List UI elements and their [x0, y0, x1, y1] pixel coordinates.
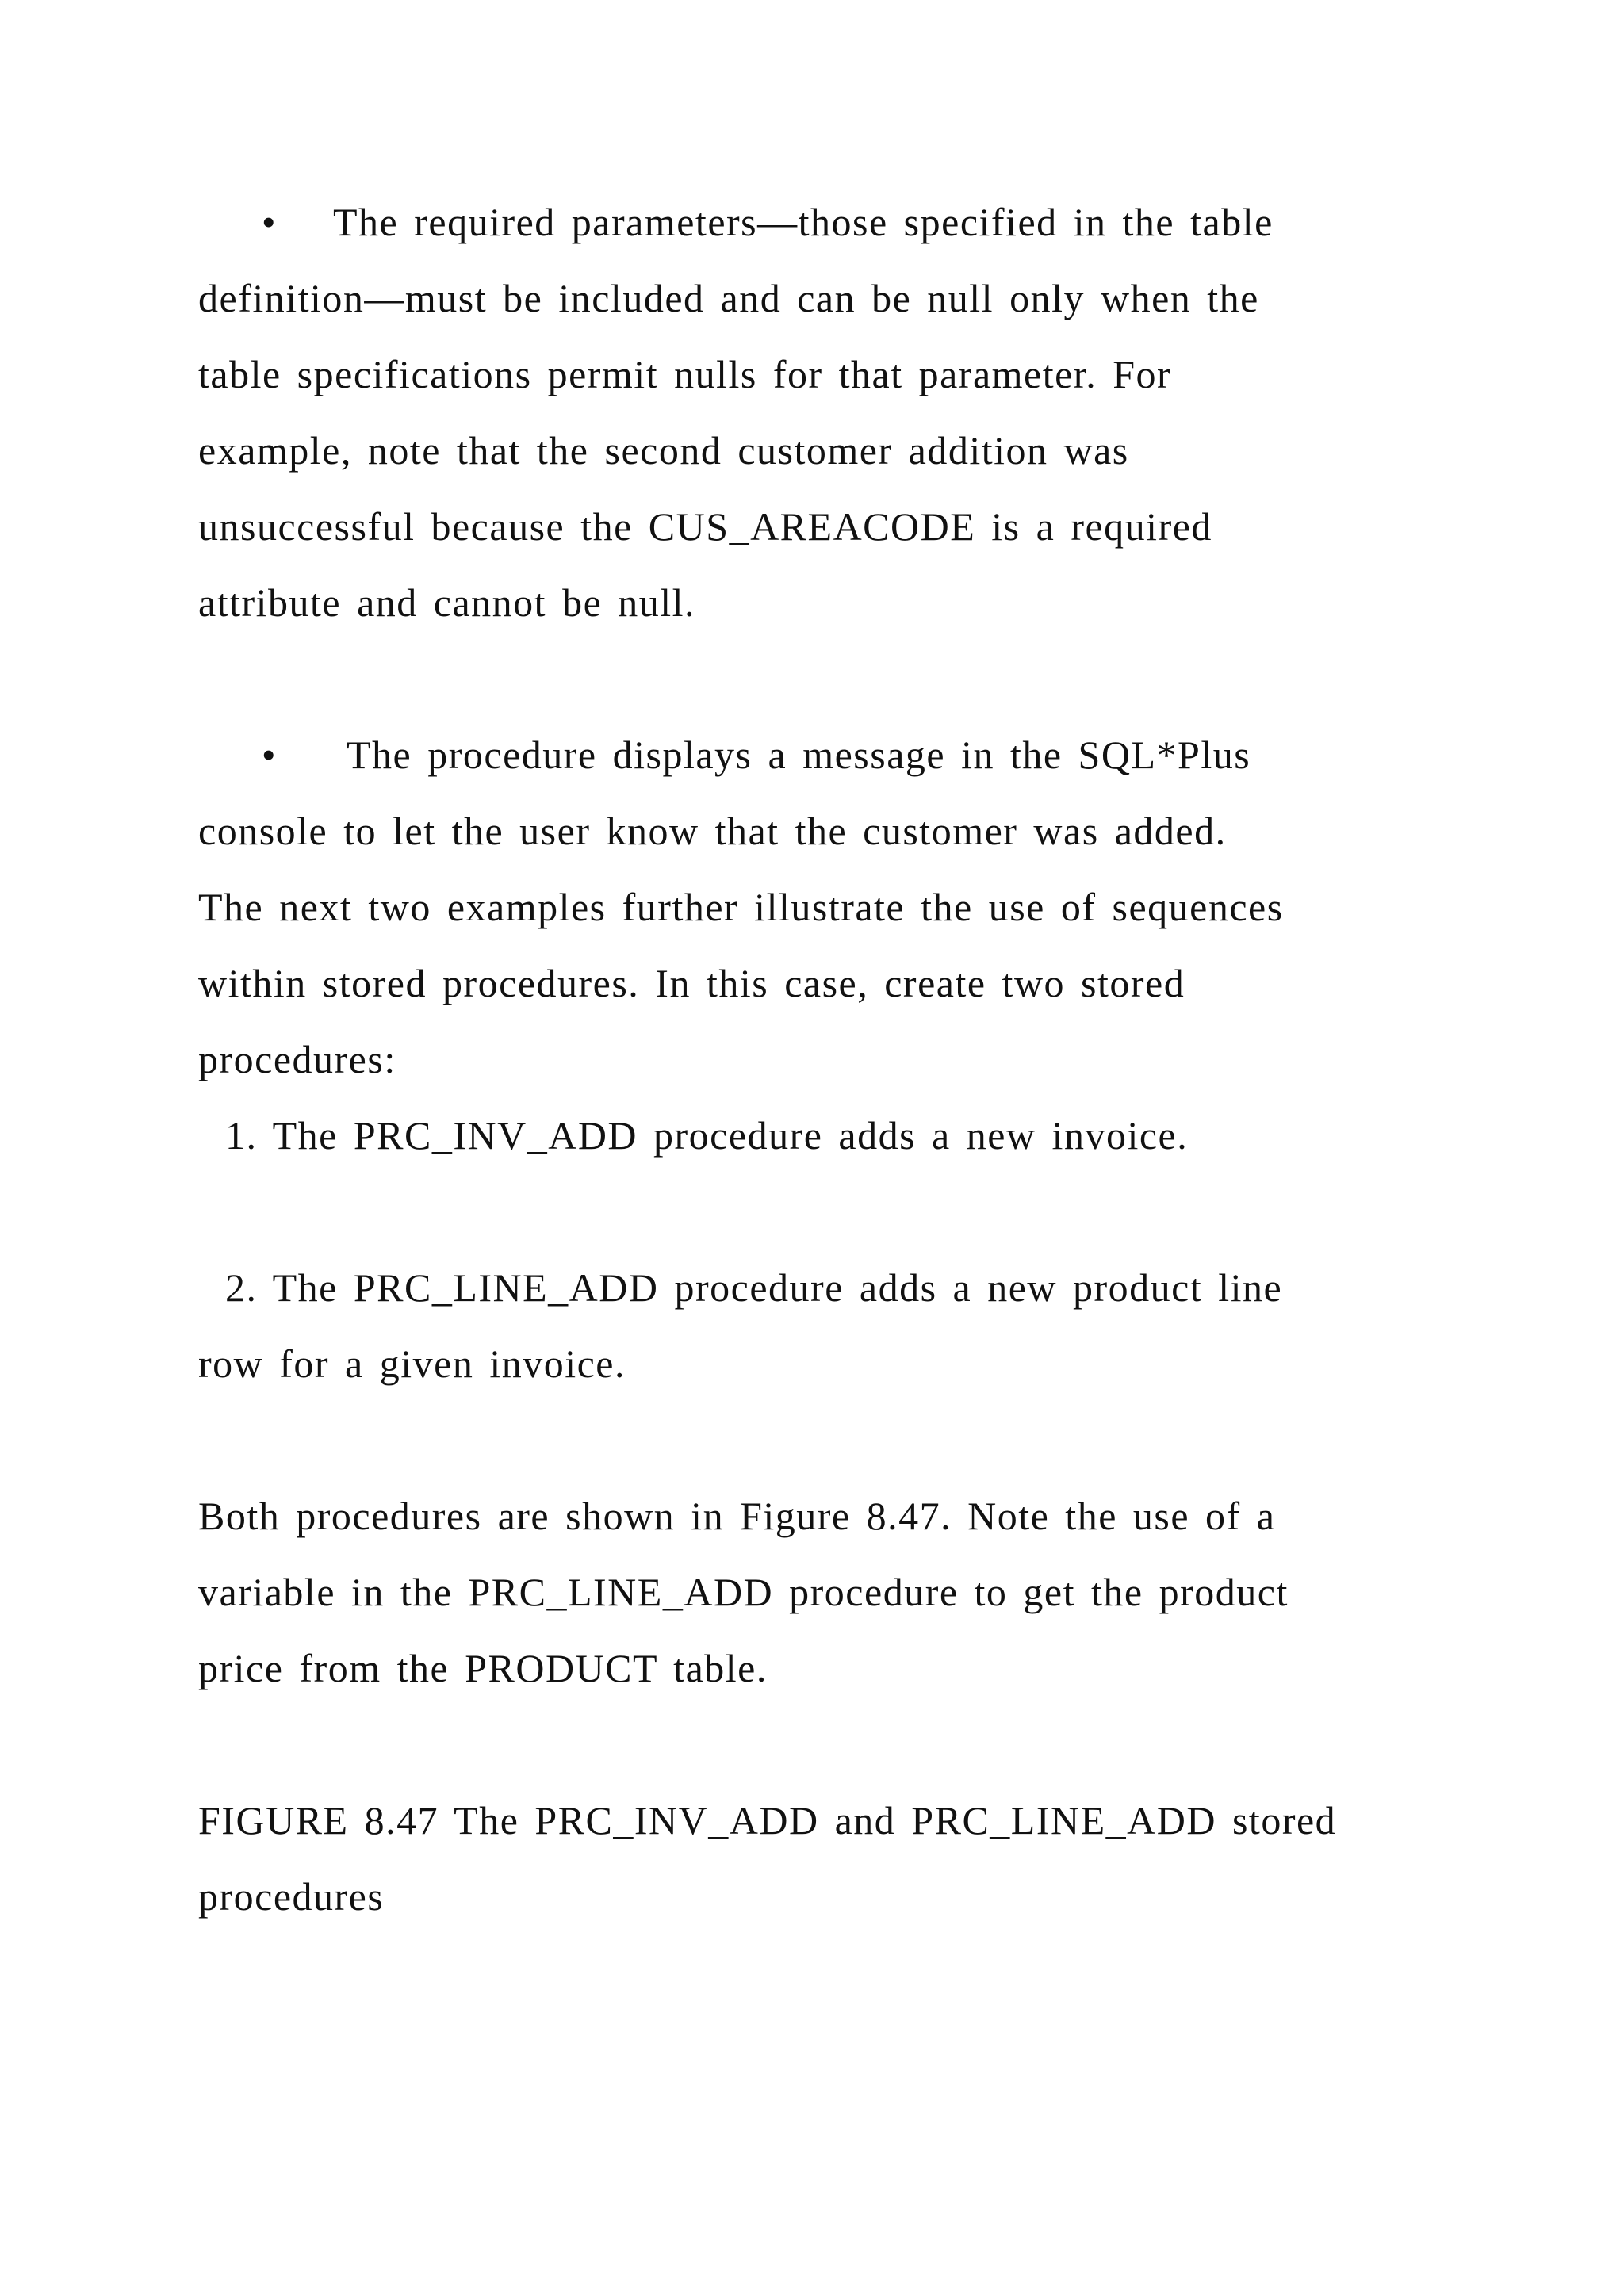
paragraph-line: attribute and cannot be null.	[198, 580, 696, 625]
paragraph-line: within stored procedures. In this case, create two stored	[198, 961, 1185, 1005]
paragraph-line: price from the PRODUCT table.	[198, 1646, 768, 1690]
paragraph-line: The next two examples further illustrate the use of sequences	[198, 885, 1284, 929]
paragraph-line: table specifications permit nulls for that parameter. For	[198, 352, 1172, 396]
paragraph-line: variable in the PRC_LINE_ADD procedure to get the product	[198, 1570, 1289, 1614]
paragraph-line: console to let the user know that the customer was added.	[198, 809, 1227, 853]
figure-caption: FIGURE 8.47 The PRC_INV_ADD and PRC_LINE_ADD stored	[198, 1798, 1337, 1843]
paragraph-line: row for a given invoice.	[198, 1341, 626, 1386]
paragraph-line: procedures:	[198, 1037, 396, 1081]
bullet-marker: •	[262, 733, 278, 777]
paragraph-line: Both procedures are shown in Figure 8.47. Note the use of a	[198, 1494, 1276, 1538]
numbered-list-item: 1. The PRC_INV_ADD procedure adds a new invoice.	[225, 1113, 1189, 1158]
paragraph-line: definition—must be included and can be null only when the	[198, 276, 1259, 320]
paragraph-line: example, note that the second customer addition was	[198, 428, 1129, 473]
paragraph-line: unsuccessful because the CUS_AREACODE is a required	[198, 504, 1212, 549]
paragraph-line: The procedure displays a message in the SQL*Plus	[347, 733, 1251, 777]
numbered-list-item: 2. The PRC_LINE_ADD procedure adds a new product line	[225, 1265, 1283, 1310]
figure-caption: procedures	[198, 1874, 385, 1919]
bullet-marker: •	[262, 200, 278, 244]
paragraph-line: The required parameters—those specified in the table	[333, 200, 1274, 244]
